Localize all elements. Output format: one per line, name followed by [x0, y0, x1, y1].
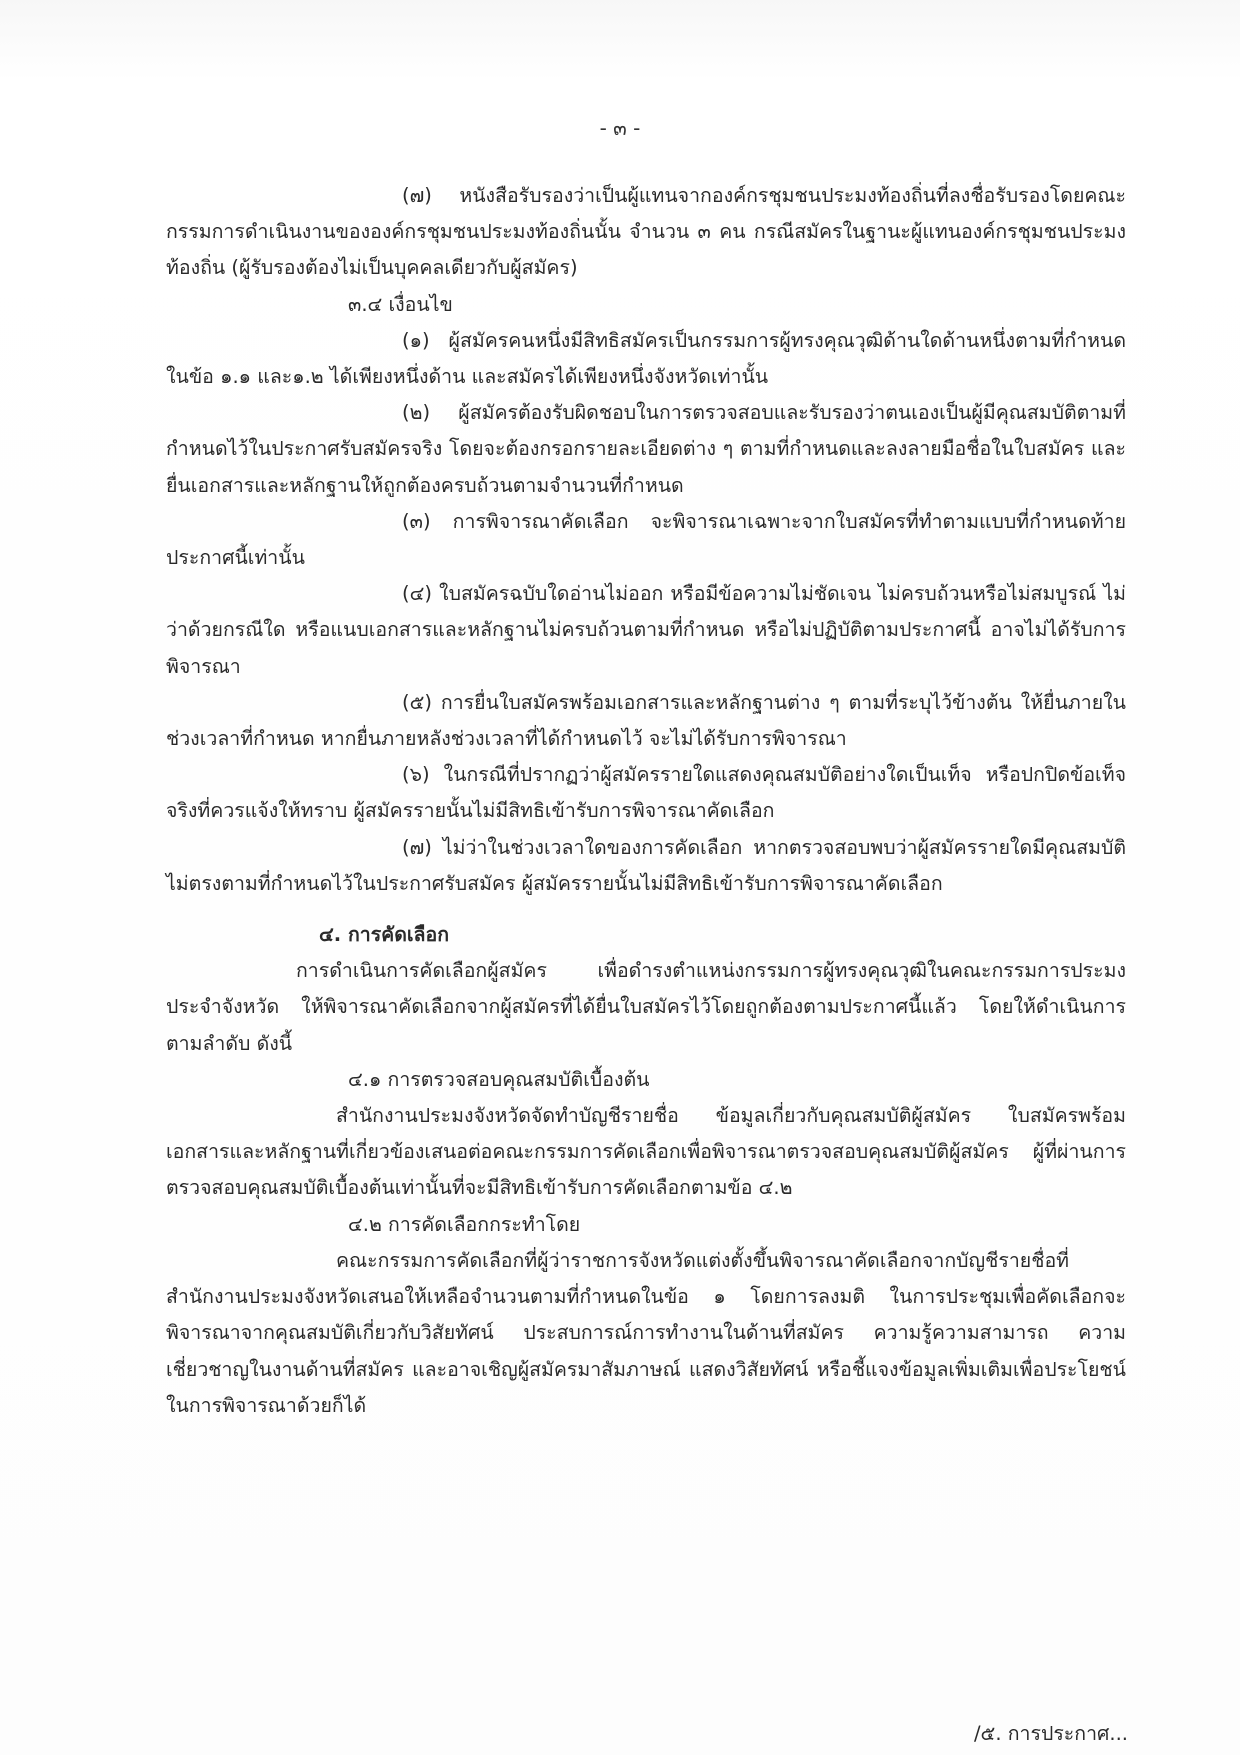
- section-3-4-heading: ๓.๔ เงื่อนไข: [348, 292, 453, 316]
- section-4-1-heading: ๔.๑ การตรวจสอบคุณสมบัติเบื้องต้น: [348, 1067, 650, 1091]
- section-4-heading: ๔. การคัดเลือก: [319, 923, 450, 947]
- page-number: - ๓ -: [599, 116, 641, 140]
- condition-6: (๖) ในกรณีที่ปรากฏว่าผู้สมัครรายใดแสดงคุณสมบัติอย่างใดเป็นเท็จ หรือปกปิดข้อเท็จจริงที่ควรแจ้งให้ทราบ ผู้สมัครรายนั้นไม่มีสิทธิเข้ารับการพิจารณาคัดเลือก: [166, 763, 1126, 823]
- continuation-note: /๕. การประกาศ...: [973, 1722, 1128, 1745]
- condition-5: (๕) การยื่นใบสมัครพร้อมเอกสารและหลักฐานต่าง ๆ ตามที่ระบุไว้ข้างต้น ให้ยื่นภายในช่วงเวลาที่กำหนด หากยื่นภายหลังช่วงเวลาที่ได้กำหนดไว้ จะไม่ได้รับการพิจารณา: [166, 690, 1126, 751]
- condition-3: (๓) การพิจารณาคัดเลือก จะพิจารณาเฉพาะจากใบสมัครที่ทำตามแบบที่กำหนดท้ายประกาศนี้เท่านั้น: [166, 509, 1126, 570]
- condition-4: (๔) ใบสมัครฉบับใดอ่านไม่ออก หรือมีข้อความไม่ชัดเจน ไม่ครบถ้วนหรือไม่สมบูรณ์ ไม่ว่าด้วยกรณีใด หรือแนบเอกสารและหลักฐานไม่ครบถ้วนตามที่กำหนด หรือไม่ปฏิบัติตามประกาศนี้ อาจไม่ได้รับการพิจารณา: [166, 582, 1126, 678]
- condition-1: (๑) ผู้สมัครคนหนึ่งมีสิทธิสมัครเป็นกรรมการผู้ทรงคุณวุฒิด้านใดด้านหนึ่งตามที่กำหนดในข้อ ๑.๑ และ๑.๒ ได้เพียงหนึ่งด้าน และสมัครได้เพียงหนึ่งจังหวัดเท่านั้น: [166, 328, 1126, 389]
- condition-7: (๗) ไม่ว่าในช่วงเวลาใดของการคัดเลือก หากตรวจสอบพบว่าผู้สมัครรายใดมีคุณสมบัติไม่ตรงตามที่กำหนดไว้ในประกาศรับสมัคร ผู้สมัครรายนั้นไม่มีสิทธิเข้ารับการพิจารณาคัดเลือก: [166, 835, 1126, 895]
- section-4-2-heading: ๔.๒ การคัดเลือกกระทำโดย: [348, 1212, 581, 1236]
- document-body: [166, 178, 1126, 1424]
- section-4-intro: การดำเนินการคัดเลือกผู้สมัคร เพื่อดำรงตำแหน่งกรรมการผู้ทรงคุณวุฒิในคณะกรรมการประมงประจำจังหวัด ให้พิจารณาคัดเลือกจากผู้สมัครที่ได้ยื่นใบสมัครไว้โดยถูกต้องตามประกาศนี้แล้ว โดยให้ดำเนินการตามลำดับ ดังนี้: [166, 959, 1126, 1055]
- item-7-certification: (๗) หนังสือรับรองว่าเป็นผู้แทนจากองค์กรชุมชนประมงท้องถิ่นที่ลงชื่อรับรองโดยคณะกรรมการดำเนินงานขององค์กรชุมชนประมงท้องถิ่นนั้น จำนวน ๓ คน กรณีสมัครในฐานะผู้แทนองค์กรชุมชนประมงท้องถิ่น (ผู้รับรองต้องไม่เป็นบุคคลเดียวกับผู้สมัคร): [166, 184, 1126, 280]
- condition-2: (๒) ผู้สมัครต้องรับผิดชอบในการตรวจสอบและรับรองว่าตนเองเป็นผู้มีคุณสมบัติตามที่กำหนดไว้ในประกาศรับสมัครจริง โดยจะต้องกรอกรายละเอียดต่าง ๆ ตามที่กำหนดและลงลายมือชื่อในใบสมัคร และยื่นเอกสารและหลักฐานให้ถูกต้องครบถ้วนตามจำนวนที่กำหนด: [166, 401, 1126, 497]
- section-4-2-body: คณะกรรมการคัดเลือกที่ผู้ว่าราชการจังหวัดแต่งตั้งขึ้นพิจารณาคัดเลือกจากบัญชีรายชื่อที่สำนักงานประมงจังหวัดเสนอให้เหลือจำนวนตามที่กำหนดในข้อ ๑ โดยการลงมติ ในการประชุมเพื่อคัดเลือกจะพิจารณาจากคุณสมบัติเกี่ยวกับวิสัยทัศน์ ประสบการณ์การทำงานในด้านที่สมัคร ความรู้ความสามารถ ความเชี่ยวชาญในงานด้านที่สมัคร และอาจเชิญผู้สมัครมาสัมภาษณ์ แสดงวิสัยทัศน์ หรือชี้แจงข้อมูลเพิ่มเติมเพื่อประโยชน์ในการพิจารณาด้วยก็ได้: [166, 1248, 1126, 1417]
- section-4-1-body: สำนักงานประมงจังหวัดจัดทำบัญชีรายชื่อ ข้อมูลเกี่ยวกับคุณสมบัติผู้สมัคร ใบสมัครพร้อมเอกสารและหลักฐานที่เกี่ยวข้องเสนอต่อคณะกรรมการคัดเลือกเพื่อพิจารณาตรวจสอบคุณสมบัติผู้สมัคร ผู้ที่ผ่านการตรวจสอบคุณสมบัติเบื้องต้นเท่านั้นที่จะมีสิทธิเข้ารับการคัดเลือกตามข้อ ๔.๒: [166, 1104, 1126, 1200]
